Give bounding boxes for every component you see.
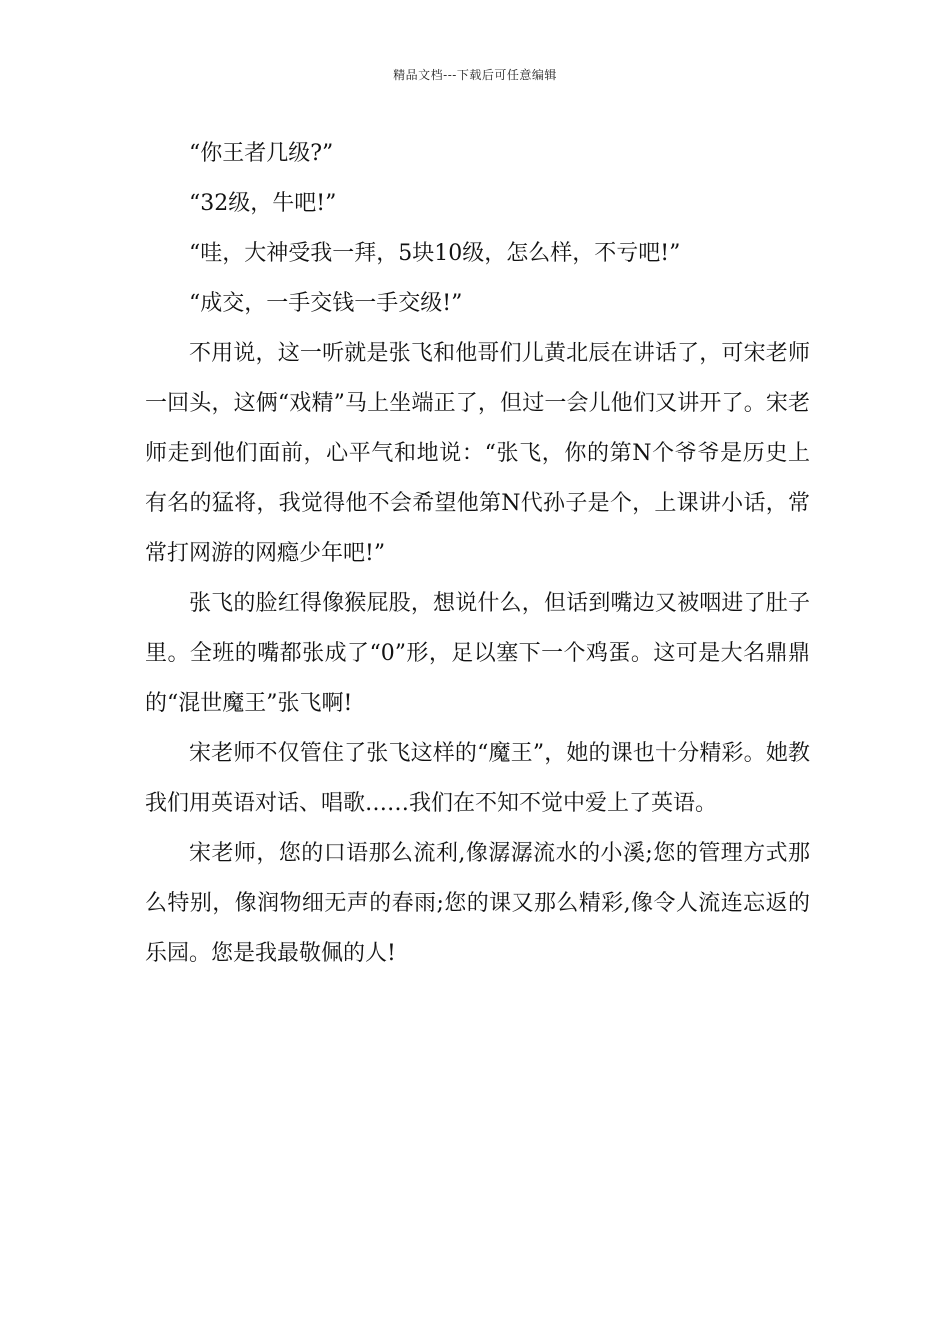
paragraph-narration-3: 宋老师不仅管住了张飞这样的“魔王”，她的课也十分精彩。她教我们用英语对话、唱歌……我们在不知不觉中爱上了英语。 <box>145 741 810 816</box>
paragraph-conclusion: 宋老师，您的口语那么流利,像潺潺流水的小溪;您的管理方式那么特别，像润物细无声的春雨;您的课又那么精彩,像令人流连忘返的乐园。您是我最敬佩的人! <box>145 841 810 966</box>
document-body <box>145 129 810 979</box>
paragraph-narration-2: 张飞的脸红得像猴屁股，想说什么，但话到嘴边又被咽进了肚子里。全班的嘴都张成了“0”形，足以塞下一个鸡蛋。这可是大名鼎鼎的“混世魔王”张飞啊! <box>145 591 810 716</box>
paragraph-dialogue-1: “你王者几级?” <box>189 141 334 166</box>
page-header-watermark: 精品文档---下载后可任意编辑 <box>393 68 557 82</box>
paragraph-dialogue-4: “成交，一手交钱一手交级!” <box>189 291 463 316</box>
paragraph-narration-1: 不用说，这一听就是张飞和他哥们儿黄北辰在讲话了，可宋老师一回头，这俩“戏精”马上坐端正了，但过一会儿他们又讲开了。宋老师走到他们面前，心平气和地说：“张飞，你的第N个爷爷是历史上有名的猛将，我觉得他不会希望他第N代孙子是个，上课讲小话，常常打网游的网瘾少年吧!” <box>145 341 810 566</box>
paragraph-dialogue-2: “32级，牛吧!” <box>189 191 337 216</box>
paragraph-dialogue-3: “哇，大神受我一拜，5块10级，怎么样，不亏吧!” <box>189 241 681 266</box>
